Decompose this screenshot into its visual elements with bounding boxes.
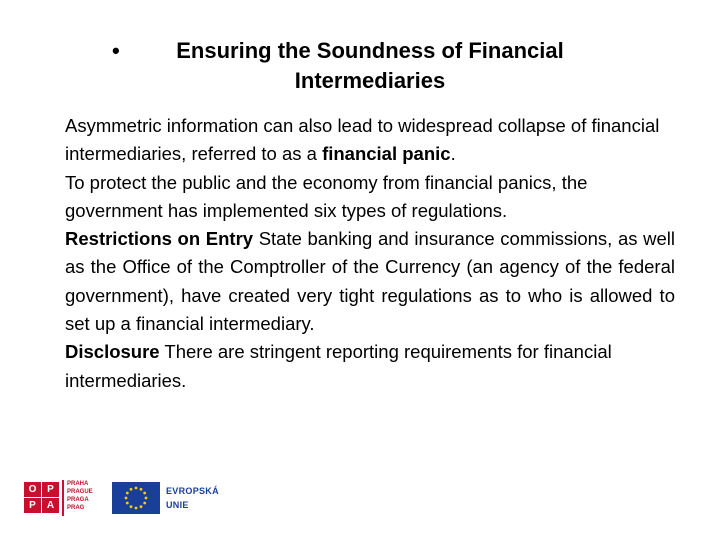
term-disclosure: Disclosure [65, 341, 160, 363]
paragraph-regulations: To protect the public and the economy from financial panics, the government has implemented six types of regulations. [65, 171, 588, 221]
paragraph-text: . [450, 143, 456, 165]
slide-body [65, 112, 675, 395]
praha-line: PRAGUE [67, 489, 93, 495]
praha-line: PRAG [67, 505, 85, 511]
oppa-letter: P [24, 498, 41, 513]
term-financial-panic: financial panic [322, 143, 451, 165]
praha-line: PRAGA [67, 497, 89, 503]
title-bullet: • [112, 38, 120, 63]
paragraph-restrictions-on-entry [65, 225, 675, 338]
eu-label-line-2: UNIE [166, 500, 189, 510]
oppa-letter: A [42, 498, 59, 513]
paragraph-text: There are stringent reporting requirements for financial intermediaries. [65, 341, 612, 391]
slide-title [110, 36, 630, 96]
eu-label-line-1: EVROPSKÁ [166, 486, 219, 496]
paragraph-disclosure [65, 338, 675, 395]
title-line-1: Ensuring the Soundness of Financial [176, 38, 564, 63]
term-restrictions-on-entry: Restrictions on Entry [65, 228, 254, 250]
paragraph-text: Asymmetric information can also lead to widespread collapse of financial intermediaries, referred to as a [65, 115, 660, 165]
praha-logo [62, 480, 105, 516]
footer-logos [24, 480, 224, 516]
oppa-letter: P [42, 482, 59, 497]
eu-label [166, 484, 219, 512]
eu-flag-icon [112, 482, 160, 514]
title-line-2: Intermediaries [294, 68, 446, 93]
oppa-letter: O [24, 482, 41, 497]
paragraph-financial-panic [65, 112, 675, 169]
paragraph-text: State banking and insurance commissions, as well as the Office of the Comptroller of the Currency (an agency of the federal government), have created very tight regulations as to who is allowed to set up a financial intermediary. [65, 228, 675, 335]
praha-line: PRAHA [67, 481, 89, 487]
